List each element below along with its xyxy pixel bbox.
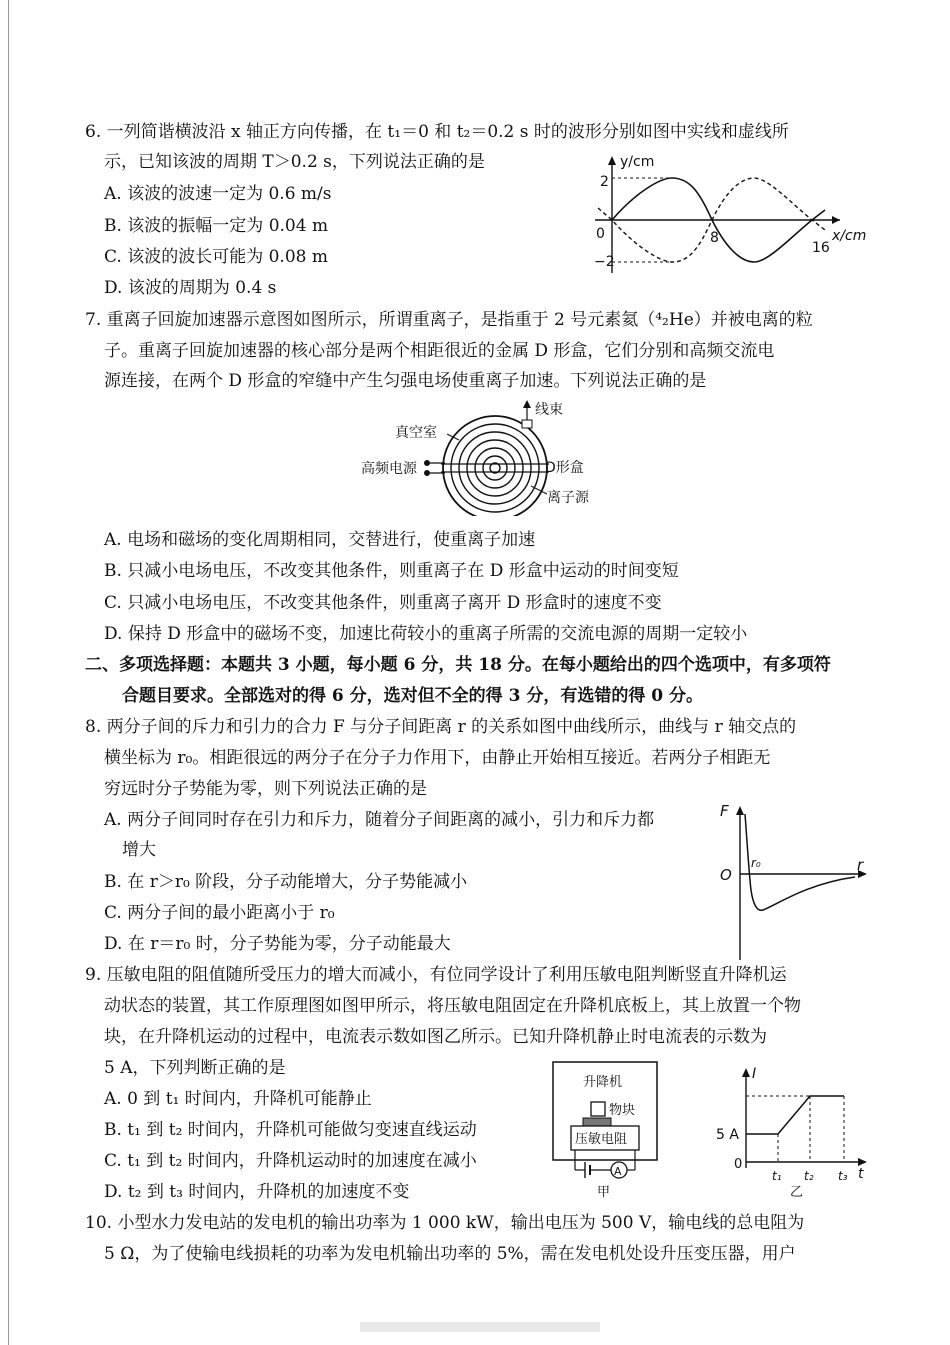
i-axis-arrow-icon — [742, 1068, 750, 1077]
q7-option-c: C. 只减小电场电压，不改变其他条件，则重离子离开 D 形盒时的速度不变 — [104, 593, 662, 613]
q9-option-b: B. t₁ 到 t₂ 时间内，升降机可能做匀变速直线运动 — [104, 1120, 477, 1140]
tick-t1: t₁ — [772, 1169, 782, 1183]
q7-stem-line1: 7. 重离子回旋加速器示意图如图所示，所谓重离子，是指重于 2 号元素氦（⁴₂He）并被电离的粒 — [85, 310, 813, 330]
x-tick-16: 16 — [812, 240, 830, 256]
x-axis-label: x/cm — [832, 228, 867, 244]
q7-cyclotron-figure — [355, 398, 615, 516]
x-tick-8: 8 — [710, 230, 719, 246]
q9-stem-line3: 块，在升降机运动的过程中，电流表示数如图乙所示。已知升降机静止时电流表的示数为 — [104, 1027, 767, 1047]
q8-option-d: D. 在 r＝r₀ 时，分子势能为零，分子动能最大 — [104, 934, 451, 954]
label-block: 物块 — [609, 1103, 636, 1118]
origin-label: 0 — [596, 226, 605, 242]
label-5a: 5 A — [716, 1127, 739, 1143]
beam-arrow-icon — [523, 400, 531, 408]
q7-option-a: A. 电场和磁场的变化周期相同，交替进行，使重离子加速 — [104, 530, 536, 550]
t-axis-arrow-icon — [858, 1158, 867, 1166]
ammeter-label: A — [614, 1165, 622, 1178]
caption-yi: 乙 — [790, 1185, 804, 1198]
tick-t2: t₂ — [804, 1169, 814, 1183]
q6-option-d: D. 该波的周期为 0.4 s — [104, 278, 277, 298]
origin-label: O — [720, 866, 732, 884]
q9-option-d: D. t₂ 到 t₃ 时间内，升降机的加速度不变 — [104, 1182, 410, 1202]
label-elevator: 升降机 — [583, 1075, 623, 1090]
q6-stem-line1: 6. 一列简谐横波沿 x 轴正方向传播，在 t₁＝0 和 t₂＝0.2 s 时的波形分别如图中实线和虚线所 — [85, 122, 789, 142]
scan-edge-line — [8, 0, 9, 1345]
label-resistor: 压敏电阻 — [575, 1132, 628, 1147]
q7-stem-line2: 子。重离子回旋加速器的核心部分是两个相距很近的金属 D 形盒，它们分别和高频交流电 — [104, 341, 775, 361]
label-vacuum: 真空室 — [395, 425, 437, 441]
q7-option-d: D. 保持 D 形盒中的磁场不变，加速比荷较小的重离子所需的交流电源的周期一定较小 — [104, 624, 748, 644]
force-curve — [745, 814, 855, 910]
vacuum-pointer — [447, 434, 459, 440]
q6-wave-figure — [590, 148, 880, 278]
f-axis-label: F — [720, 802, 729, 820]
current-curve — [746, 1096, 844, 1134]
q9-stem-line2: 动状态的装置，其工作原理图如图甲所示，将压敏电阻固定在升降机底板上，其上放置一个物 — [104, 996, 801, 1016]
q9-option-c: C. t₁ 到 t₂ 时间内，升降机运动时的加速度在减小 — [104, 1151, 477, 1171]
q6-option-a: A. 该波的波速一定为 0.6 m/s — [104, 184, 332, 204]
cyclotron-rings — [441, 416, 549, 516]
q8-option-a: A. 两分子间同时存在引力和斥力，随着分子间距离的减小，引力和斥力都 — [104, 810, 655, 830]
t-axis-label: t — [858, 1166, 864, 1182]
section2-header-line1: 二、多项选择题：本题共 3 小题，每小题 6 分，共 18 分。在每小题给出的四个选项中，有多项符 — [85, 655, 831, 675]
r-axis-label: r — [857, 856, 864, 874]
q8-option-c: C. 两分子间的最小距离小于 r₀ — [104, 903, 335, 923]
q6-option-c: C. 该波的波长可能为 0.08 m — [104, 247, 328, 267]
q8-stem-line1: 8. 两分子间的斥力和引力的合力 F 与分子间距离 r 的关系如图中曲线所示，曲线与 r 轴交点的 — [85, 717, 797, 737]
origin-label: 0 — [734, 1157, 743, 1172]
q8-force-figure — [715, 800, 875, 962]
label-d-box: D形盒 — [545, 460, 584, 476]
r0-label: r₀ — [751, 856, 761, 870]
y-tick-pos: 2 — [600, 174, 609, 190]
label-beam: 线束 — [535, 402, 563, 418]
q8-stem-line2: 横坐标为 r₀。相距很远的两分子在分子力作用下，由静止开始相互接近。若两分子相距无 — [104, 748, 771, 768]
q6-option-b: B. 该波的振幅一定为 0.04 m — [104, 216, 329, 236]
f-axis-arrow-icon — [736, 806, 744, 815]
q7-stem-line3: 源连接，在两个 D 形盒的窄缝中产生匀强电场使重离子加速。下列说法正确的是 — [104, 371, 707, 391]
q9-stem-line1: 9. 压敏电阻的阻值随所受压力的增大而减小，有位同学设计了利用压敏电阻判断竖直升降机运 — [85, 965, 787, 985]
scan-artifact — [360, 1322, 600, 1332]
q8-option-b: B. 在 r＞r₀ 阶段，分子动能增大，分子势能减小 — [104, 872, 468, 892]
y-axis-label: y/cm — [620, 154, 655, 170]
q10-stem-line2: 5 Ω，为了使输电线损耗的功率为发电机输出功率的 5%，需在发电机处设升压变压器，用户 — [104, 1244, 796, 1264]
q8-stem-line3: 穷远时分子势能为零，则下列说法正确的是 — [104, 779, 427, 799]
q9-stem-line4: 5 A，下列判断正确的是 — [104, 1058, 286, 1078]
q9-circuit-figure — [545, 1058, 665, 1200]
label-ion-source: 离子源 — [547, 490, 589, 506]
resistor-plate — [583, 1118, 611, 1126]
y-axis-arrow-icon — [608, 156, 616, 165]
q6-stem-line2: 示，已知该波的周期 T＞0.2 s，下列说法正确的是 — [104, 152, 485, 172]
x-axis-arrow-icon — [832, 216, 840, 224]
section2-header-line2: 合题目要求。全部选对的得 6 分，选对但不全的得 3 分，有选错的得 0 分。 — [122, 686, 703, 706]
i-axis-label: I — [752, 1066, 757, 1082]
q9-option-a: A. 0 到 t₁ 时间内，升降机可能静止 — [104, 1089, 372, 1109]
q7-option-b: B. 只减小电场电压，不改变其他条件，则重离子在 D 形盒中运动的时间变短 — [104, 561, 679, 581]
label-hf-source: 高频电源 — [361, 461, 417, 477]
beam-exit — [522, 420, 532, 428]
y-tick-neg: −2 — [594, 254, 615, 270]
q10-stem-line1: 10. 小型水力发电站的发电机的输出功率为 1 000 kW，输出电压为 500 V，输电线的总电阻为 — [85, 1213, 805, 1233]
tick-t3: t₃ — [838, 1169, 848, 1183]
q8-option-a-cont: 增大 — [122, 840, 156, 860]
block — [591, 1102, 605, 1116]
caption-jia: 甲 — [597, 1185, 611, 1200]
q9-current-graph — [712, 1064, 872, 1198]
